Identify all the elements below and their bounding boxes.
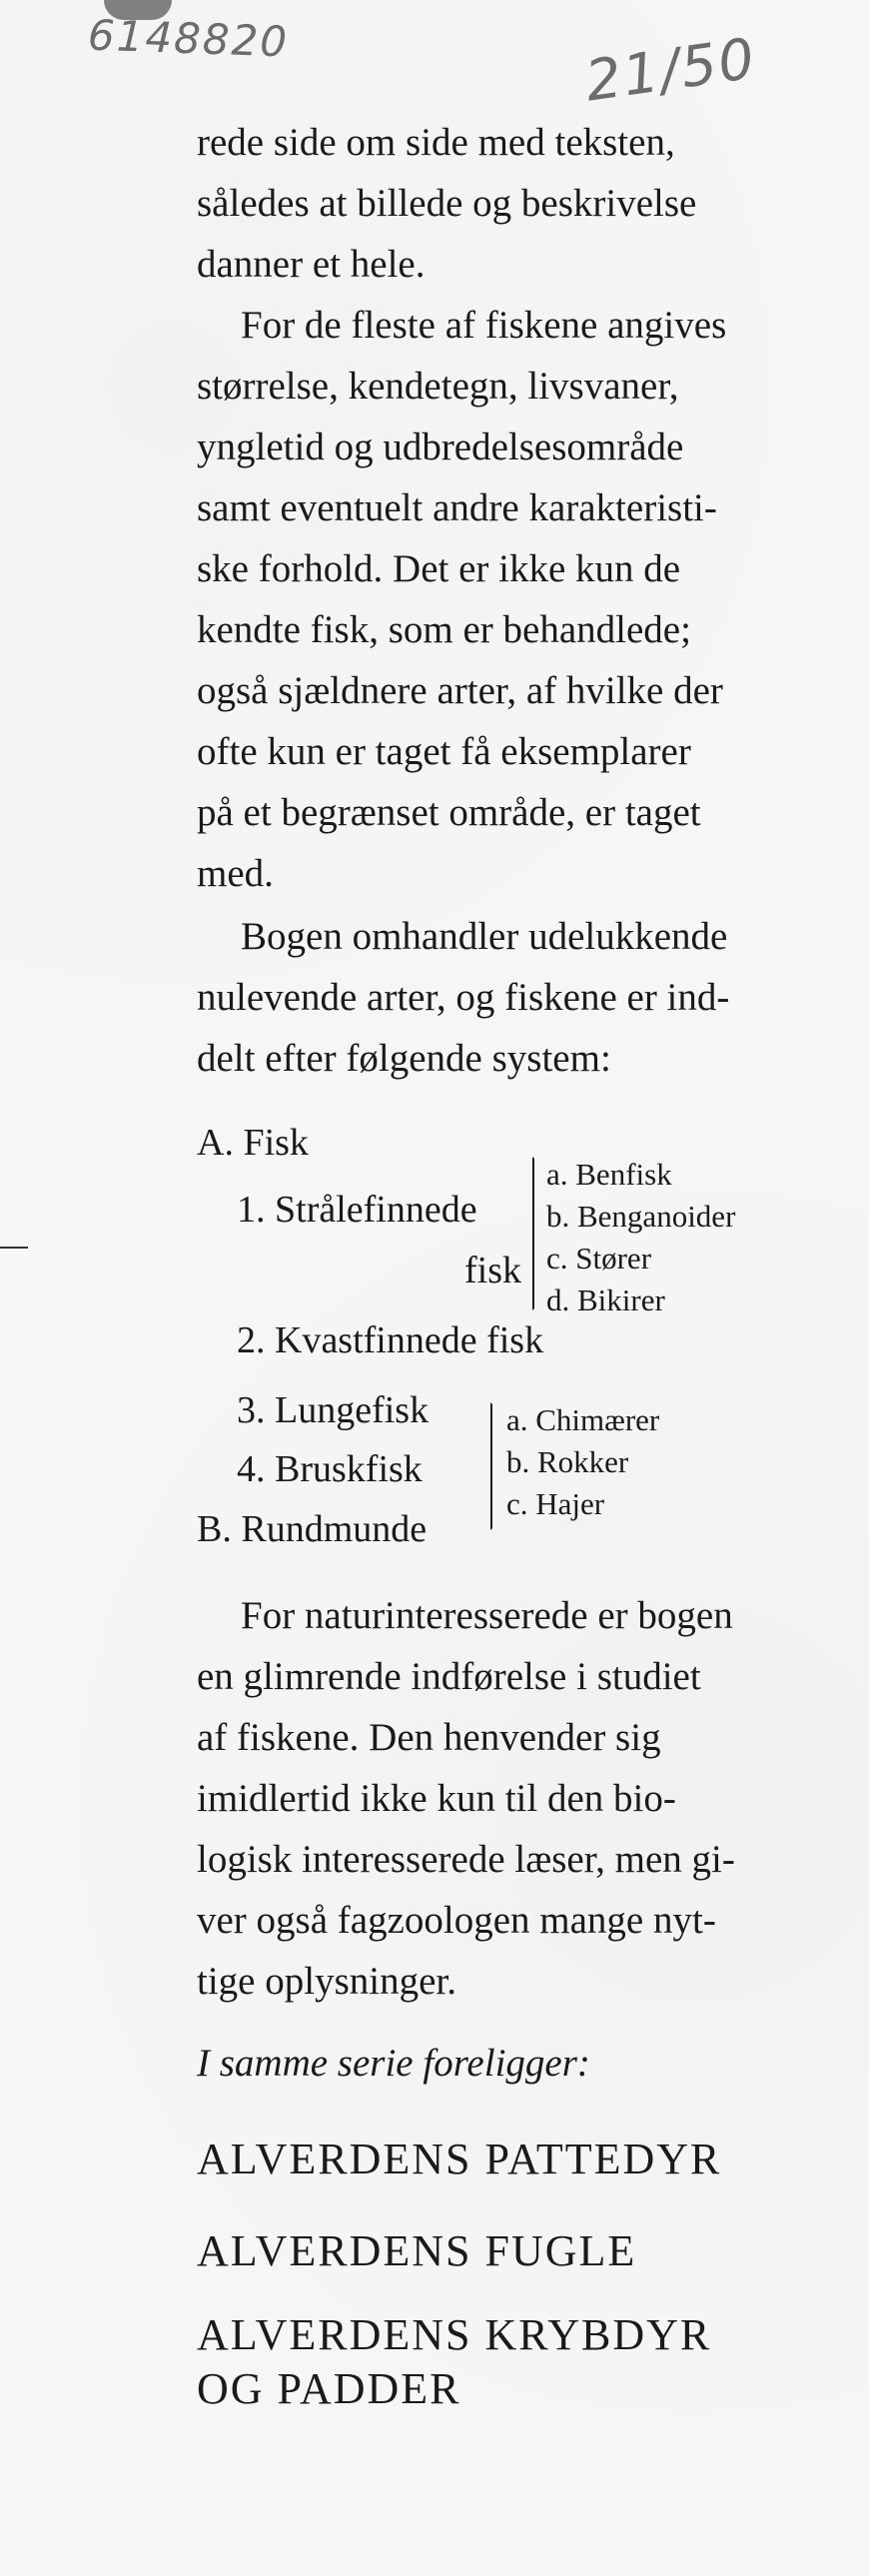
text-line: størrelse, kendetegn, livsvaner, bbox=[197, 365, 679, 408]
paragraph-description bbox=[197, 295, 778, 904]
text-line: rede side om side med teksten, bbox=[197, 121, 675, 164]
subclass-chimaerer: a. Chimærer bbox=[506, 1402, 660, 1437]
text-line: ver også fagzoologen mange nyt- bbox=[197, 1899, 716, 1942]
paragraph-recommendation bbox=[197, 1585, 778, 2012]
subclass-bikirer: d. Bikirer bbox=[546, 1283, 665, 1317]
class-item-4: 4. Bruskfisk bbox=[237, 1448, 423, 1490]
text-line: kendte fisk, som er behandlede; bbox=[197, 608, 691, 651]
text-line: nulevende arter, og fiskene er ind- bbox=[197, 976, 730, 1019]
text-line: også sjældnere arter, af hvilke der bbox=[197, 669, 723, 712]
left-edge-mark bbox=[0, 1247, 28, 1249]
handwritten-number-left: 6148820 bbox=[87, 10, 290, 67]
text-line: yngletid og udbredelsesområde bbox=[197, 426, 684, 468]
text-line: ofte kun er taget få eksemplarer bbox=[197, 730, 691, 773]
text-line: tige oplysninger. bbox=[197, 1960, 456, 2003]
subclass-storer: c. Stører bbox=[546, 1241, 652, 1276]
brace-item-1 bbox=[532, 1157, 542, 1310]
text-line: således at billede og beskrivelse bbox=[197, 182, 697, 225]
class-item-1: 1. Strålefinnede bbox=[237, 1189, 477, 1231]
text-line: Bogen omhandler udelukkende bbox=[241, 915, 728, 958]
class-item-3: 3. Lungefisk bbox=[237, 1389, 430, 1431]
handwritten-number-right: 21/50 bbox=[581, 26, 761, 115]
group-a: A. Fisk bbox=[197, 1122, 309, 1164]
text-line: ske forhold. Det er ikke kun de bbox=[197, 547, 681, 590]
series-title-krybdyr: ALVERDENS KRYBDYR bbox=[197, 2310, 712, 2359]
paragraph-system-intro bbox=[197, 906, 778, 1089]
subclass-benfisk: a. Benfisk bbox=[546, 1157, 672, 1192]
text-line: logisk interesserede læser, men gi- bbox=[197, 1838, 735, 1881]
classification-system bbox=[197, 1121, 816, 1560]
text-line: imidlertid ikke kun til den bio- bbox=[197, 1777, 676, 1820]
series-title-pattedyr: ALVERDENS PATTEDYR bbox=[197, 2135, 722, 2183]
subclass-benganoider: b. Benganoider bbox=[546, 1199, 736, 1234]
text-line: delt efter følgende system: bbox=[197, 1037, 611, 1080]
paragraph-intro bbox=[197, 112, 778, 295]
series-heading: I samme serie foreligger: bbox=[197, 2042, 590, 2085]
subclass-rokker: b. Rokker bbox=[506, 1444, 629, 1479]
text-line: en glimrende indførelse i studiet bbox=[197, 1655, 701, 1698]
series-title-fugle: ALVERDENS FUGLE bbox=[197, 2226, 637, 2275]
brace-item-4 bbox=[490, 1402, 500, 1530]
text-line: danner et hele. bbox=[197, 243, 426, 286]
text-line: på et begrænset område, er taget bbox=[197, 791, 701, 834]
text-line: For de fleste af fiskene angives bbox=[241, 304, 727, 347]
text-line: For naturinteresserede er bogen bbox=[241, 1594, 733, 1637]
text-line: med. bbox=[197, 852, 274, 895]
class-item-1-continued: fisk bbox=[464, 1250, 521, 1291]
subclass-hajer: c. Hajer bbox=[506, 1486, 605, 1521]
text-line: samt eventuelt andre karakteristi- bbox=[197, 486, 717, 529]
text-line: af fiskene. Den henvender sig bbox=[197, 1716, 661, 1759]
series-title-padder: OG PADDER bbox=[197, 2364, 461, 2413]
class-item-2: 2. Kvastfinnede fisk bbox=[237, 1319, 544, 1361]
group-b: B. Rundmunde bbox=[197, 1508, 428, 1550]
